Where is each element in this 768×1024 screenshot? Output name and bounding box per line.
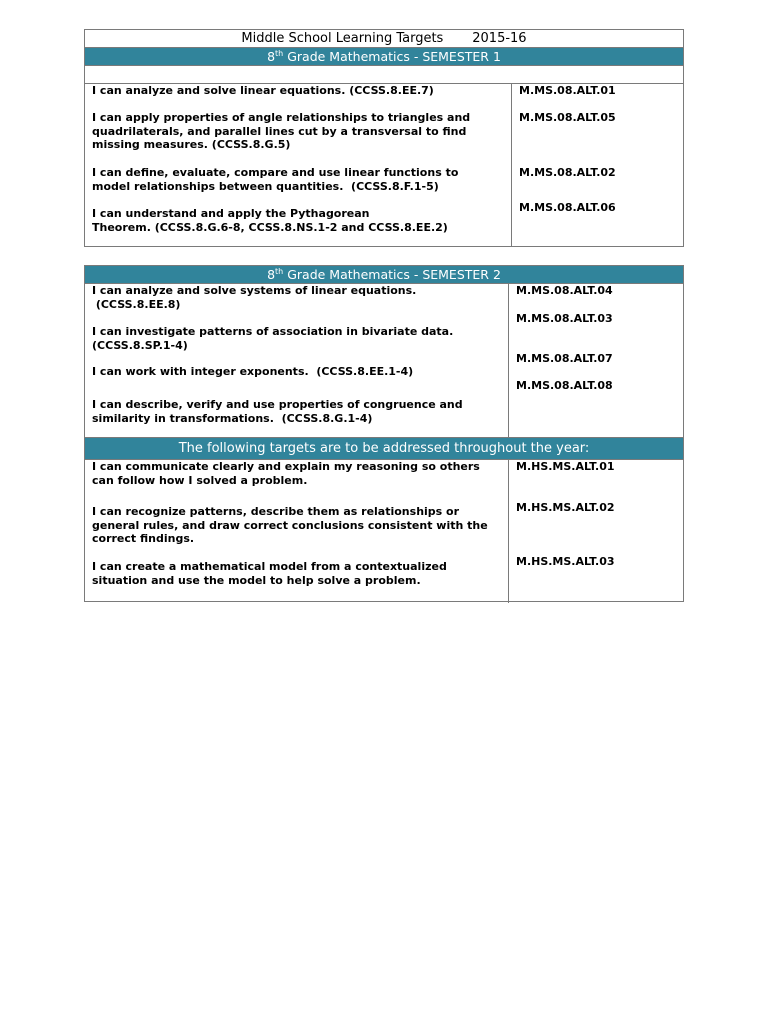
target-text: I can understand and apply the Pythagorean Theorem. (CCSS.8.G.6-8, CCSS.8.NS.1-2 and CCSS.8.EE.2) <box>92 207 448 234</box>
blank-row <box>85 66 683 84</box>
target-code: M.MS.08.ALT.08 <box>516 379 613 392</box>
target-code: M.HS.MS.ALT.01 <box>516 460 615 473</box>
semester1-band: 8th Grade Mathematics - SEMESTER 1 <box>85 48 683 66</box>
yearlong-band: The following targets are to be addressed throughout the year: <box>85 438 683 460</box>
target-text: I can apply properties of angle relationships to triangles and quadrilaterals, and parallel lines cut by a transversal to find missing measures. (CCSS.8.G.5) <box>92 111 471 151</box>
school-year: 2015-16 <box>472 31 527 46</box>
semester1-body <box>85 84 683 247</box>
target-text: I can define, evaluate, compare and use linear functions to model relationships between quantities. (CCSS.8.F.1-5) <box>92 166 459 193</box>
target-text: I can analyze and solve systems of linear equations. (CCSS.8.EE.8) <box>92 284 417 311</box>
semester2-body <box>85 284 683 438</box>
title-row <box>85 30 683 48</box>
target-code: M.HS.MS.ALT.03 <box>516 555 615 568</box>
target-code: M.MS.08.ALT.04 <box>516 284 613 297</box>
target-code: M.MS.08.ALT.02 <box>519 166 616 179</box>
target-text: I can investigate patterns of association in bivariate data. (CCSS.8.SP.1-4) <box>92 325 454 352</box>
target-text: I can recognize patterns, describe them as relationships or general rules, and draw correct conclusions consistent with the correct findings. <box>92 505 488 545</box>
target-text: I can describe, verify and use properties of congruence and similarity in transformations. (CCSS.8.G.1-4) <box>92 398 463 425</box>
semester2-table <box>84 265 684 602</box>
target-code: M.MS.08.ALT.06 <box>519 201 616 214</box>
target-text: I can analyze and solve linear equations. (CCSS.8.EE.7) <box>92 84 434 97</box>
target-text: I can communicate clearly and explain my reasoning so others can follow how I solved a problem. <box>92 460 480 487</box>
target-code: M.MS.08.ALT.05 <box>519 111 616 124</box>
target-code: M.HS.MS.ALT.02 <box>516 501 615 514</box>
target-text: I can work with integer exponents. (CCSS.8.EE.1-4) <box>92 365 414 378</box>
target-code: M.MS.08.ALT.07 <box>516 352 613 365</box>
yearlong-body <box>85 460 683 603</box>
target-code: M.MS.08.ALT.01 <box>519 84 616 97</box>
column-divider <box>511 84 512 247</box>
target-text: I can create a mathematical model from a contextualized situation and use the model to help solve a problem. <box>92 560 447 587</box>
column-divider <box>508 284 509 437</box>
page-title: Middle School Learning Targets <box>241 31 444 46</box>
column-divider <box>508 460 509 603</box>
semester1-table <box>84 29 684 247</box>
target-code: M.MS.08.ALT.03 <box>516 312 613 325</box>
semester2-band: 8th Grade Mathematics - SEMESTER 2 <box>85 266 683 284</box>
